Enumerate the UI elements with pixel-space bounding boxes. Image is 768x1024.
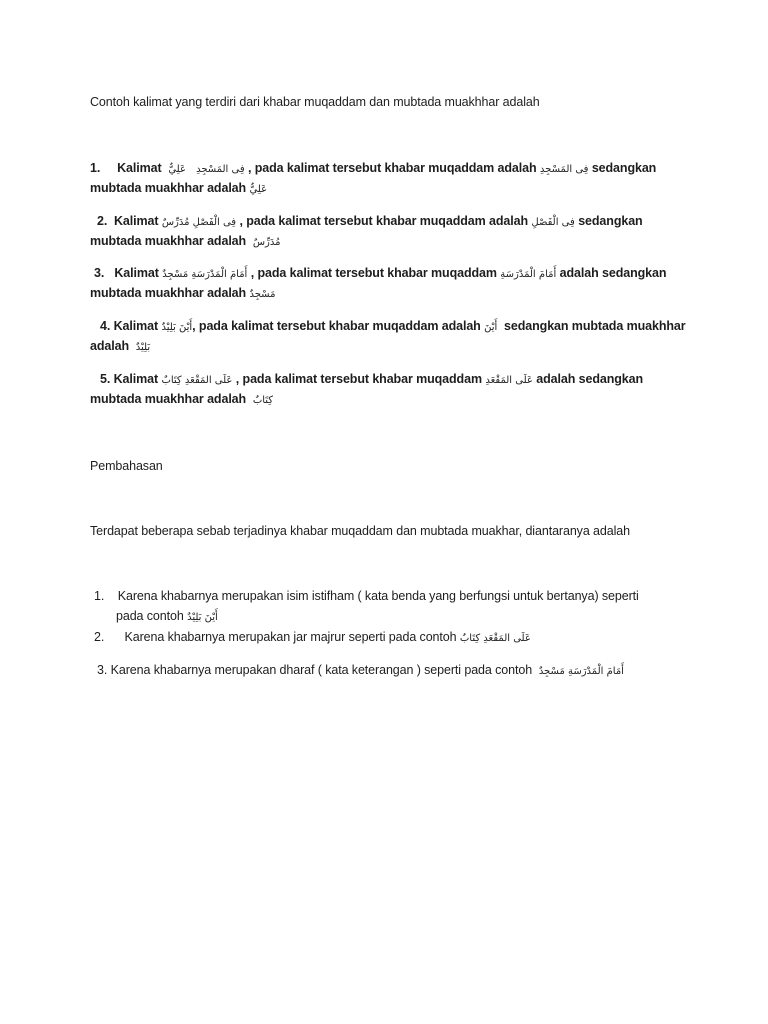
example-1-arabic-mubtada: عَلِيٌّ	[249, 184, 268, 195]
reason-1-arabic-example: أَيْنَ بَلِيْدٌ	[187, 612, 218, 623]
example-4-mubtada-text: adalah	[90, 339, 129, 353]
example-5-arabic-khabar: عَلَى المَقْعَدِ	[485, 375, 533, 386]
example-1-arabic-predicate: فِى المَسْجِدِ	[196, 164, 245, 175]
example-3-mubtada-text: mubtada muakhhar adalah	[90, 286, 247, 300]
example-4-arabic-sentence: أَيْنَ بَلِيْدٌ	[161, 322, 193, 333]
example-3-arabic-mubtada: مَسْجِدٌ	[249, 289, 276, 300]
reason-3	[97, 662, 624, 680]
example-2-text-end: sedangkan	[578, 214, 643, 228]
reason-3-text: Karena khabarnya merupakan dharaf ( kata keterangan ) seperti pada contoh	[110, 663, 533, 677]
example-2-number: 2.	[97, 214, 108, 228]
example-5-arabic-mubtada: كِتَابٌ	[252, 395, 274, 406]
example-2-text: , pada kalimat tersebut khabar muqaddam adalah	[239, 214, 528, 228]
example-5-kalimat-label: Kalimat	[113, 372, 159, 386]
reason-1-line-1	[94, 588, 639, 604]
example-2-arabic-sentence: فِى الْفَصْلِ مُدَرِّسٌ	[161, 217, 237, 228]
example-2-kalimat-label: Kalimat	[113, 214, 159, 228]
page-heading: Contoh kalimat yang terdiri dari khabar muqaddam dan mubtada muakhhar adalah	[90, 95, 540, 109]
intro-paragraph: Terdapat beberapa sebab terjadinya khabar muqaddam dan mubtada muakhar, diantaranya adalah	[90, 524, 630, 538]
example-5-text-end: adalah sedangkan	[536, 372, 644, 386]
example-5-text: , pada kalimat tersebut khabar muqaddam	[235, 372, 482, 386]
example-3-kalimat-label: Kalimat	[114, 266, 159, 280]
example-4-text-end: sedangkan mubtada muakhhar	[504, 319, 686, 333]
example-4-number: 4.	[100, 319, 111, 333]
example-4-kalimat-label: Kalimat	[113, 319, 159, 333]
example-1-number: 1.	[90, 161, 101, 175]
example-3-line-1	[94, 265, 666, 283]
example-2-arabic-khabar: فِى الْفَصْلِ	[531, 217, 575, 228]
example-1-line-1	[90, 160, 656, 178]
example-2-mubtada-text: mubtada muakhhar adalah	[90, 234, 247, 248]
example-4-line-2	[90, 338, 150, 356]
reason-1-text: Karena khabarnya merupakan isim istifham ( kata benda yang berfungsi untuk bertanya) seperti	[117, 589, 639, 603]
example-2-arabic-mubtada: مُدَرِّسٌ	[252, 237, 281, 248]
example-1-arabic-subject: عَلِيٌّ	[168, 164, 186, 175]
reason-3-number: 3.	[97, 663, 108, 677]
example-5-arabic-sentence: عَلَى المَقْعَدِ كِتَابٌ	[161, 375, 233, 386]
example-3-text-end: adalah sedangkan	[559, 266, 667, 280]
reason-1-number: 1.	[94, 589, 105, 603]
example-1-line-2	[90, 180, 267, 198]
example-1-arabic-khabar: فِى المَسْجِدِ	[539, 164, 589, 175]
reason-1-text-2: pada contoh	[116, 609, 184, 623]
example-5-number: 5.	[100, 372, 111, 386]
example-3-arabic-khabar: أَمَامَ الْمَدْرَسَةِ	[500, 269, 557, 280]
example-4-arabic-mubtada: بَلِيْدٌ	[135, 342, 151, 353]
reason-1-line-2	[116, 608, 218, 626]
section-title: Pembahasan	[90, 459, 163, 473]
example-4-line-1	[100, 318, 686, 336]
example-4-text: , pada kalimat tersebut khabar muqaddam adalah	[192, 319, 481, 333]
example-5-line-2	[90, 391, 273, 409]
example-2-line-1	[97, 213, 643, 231]
example-1-text-end: sedangkan	[591, 161, 657, 175]
example-4-arabic-khabar: أَيْنَ	[484, 322, 498, 333]
example-1-mubtada-text: mubtada muakhhar adalah	[90, 181, 247, 195]
example-3-arabic-sentence: أَمَامَ الْمَدْرَسَةِ مَسْجِدٌ	[162, 269, 248, 280]
example-1-text: , pada kalimat tersebut khabar muqaddam adalah	[247, 161, 537, 175]
reason-2-text: Karena khabarnya merupakan jar majrur seperti pada contoh	[124, 630, 457, 644]
example-3-text: , pada kalimat tersebut khabar muqaddam	[250, 266, 497, 280]
reason-2-number: 2.	[94, 630, 105, 644]
reason-2-arabic-example: عَلَى المَقْعَدِ كِتَابٌ	[459, 633, 531, 644]
example-3-line-2	[90, 285, 275, 303]
example-2-line-2	[90, 233, 280, 251]
example-5-mubtada-text: mubtada muakhhar adalah	[90, 392, 247, 406]
example-1-kalimat-label: Kalimat	[117, 161, 162, 175]
reason-2	[94, 629, 531, 647]
example-3-number: 3.	[94, 266, 105, 280]
example-5-line-1	[100, 371, 643, 389]
reason-3-arabic-example: أَمَامَ الْمَدْرَسَةِ مَسْجِدٌ	[538, 666, 624, 677]
